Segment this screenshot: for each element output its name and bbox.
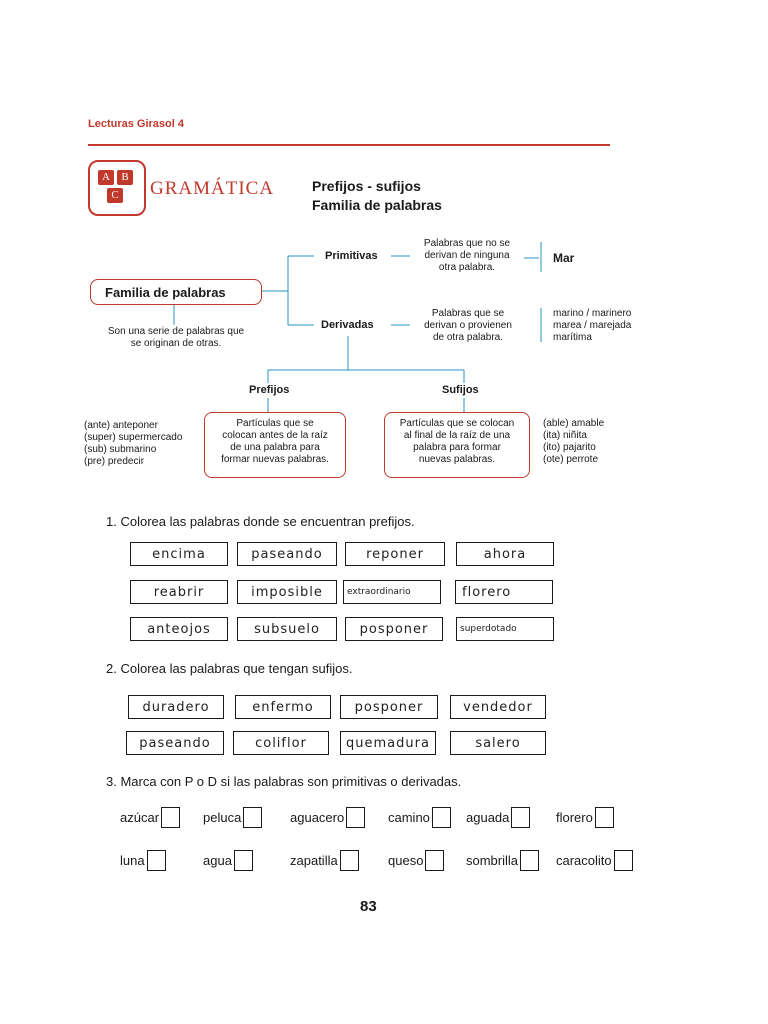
pd-item: sombrilla [466, 850, 539, 871]
book-title: Lecturas Girasol 4 [88, 118, 184, 130]
pd-item: azúcar [120, 807, 180, 828]
ex2-word[interactable]: salero [450, 731, 546, 755]
ex2-word[interactable]: posponer [340, 695, 438, 719]
primitivas-label: Primitivas [325, 250, 378, 262]
exercise1-prompt: 1. Colorea las palabras donde se encuentran prefijos. [106, 514, 415, 529]
ex1-word[interactable]: imposible [237, 580, 337, 604]
ex1-word[interactable]: extraordinario [343, 580, 441, 604]
ex2-word[interactable]: duradero [128, 695, 224, 719]
exercise3-prompt: 3. Marca con P o D si las palabras son primitivas o derivadas. [106, 774, 462, 789]
derivadas-examples: marino / marinero marea / marejada marítima [553, 308, 632, 343]
pd-checkbox[interactable] [147, 850, 166, 871]
pd-item: luna [120, 850, 166, 871]
pd-checkbox[interactable] [520, 850, 539, 871]
ex1-word[interactable]: anteojos [130, 617, 228, 641]
pd-item: queso [388, 850, 444, 871]
ex1-word[interactable]: subsuelo [237, 617, 337, 641]
ex1-word[interactable]: reponer [345, 542, 445, 566]
pd-checkbox[interactable] [432, 807, 451, 828]
pd-checkbox[interactable] [340, 850, 359, 871]
pd-item: camino [388, 807, 451, 828]
pd-item: agua [203, 850, 253, 871]
pd-checkbox[interactable] [161, 807, 180, 828]
page-number: 83 [360, 898, 377, 915]
pd-item: zapatilla [290, 850, 359, 871]
root-description: Son una serie de palabras que se originan de otras. [107, 326, 245, 349]
exercise2-prompt: 2. Colorea las palabras que tengan sufijos. [106, 661, 353, 676]
pd-checkbox[interactable] [425, 850, 444, 871]
primitivas-description: Palabras que no se derivan de ninguna otra palabra. [423, 238, 511, 273]
pd-item: aguada [466, 807, 530, 828]
sufijos-label: Sufijos [442, 384, 479, 396]
logo-tile-b: B [117, 170, 133, 185]
ex2-word[interactable]: vendedor [450, 695, 546, 719]
ex2-word[interactable]: quemadura [340, 731, 436, 755]
ex1-word[interactable]: superdotado [456, 617, 554, 641]
ex1-word[interactable]: encima [130, 542, 228, 566]
pd-checkbox[interactable] [614, 850, 633, 871]
primitivas-example: Mar [553, 251, 575, 265]
pd-item: aguacero [290, 807, 365, 828]
derivadas-description: Palabras que se derivan o provienen de otra palabra. [424, 308, 512, 343]
ex1-word[interactable]: paseando [237, 542, 337, 566]
prefijos-box: Partículas que se colocan antes de la raíz de una palabra para formar nuevas palabras. [204, 412, 346, 478]
root-node: Familia de palabras [90, 279, 262, 305]
prefijos-examples: (ante) anteponer (super) supermercado (sub) submarino (pre) predecir [84, 420, 183, 467]
ex2-word[interactable]: coliflor [233, 731, 329, 755]
pd-checkbox[interactable] [234, 850, 253, 871]
section-label: GRAMÁTICA [150, 178, 275, 199]
pd-checkbox[interactable] [595, 807, 614, 828]
pd-item: caracolito [556, 850, 633, 871]
logo-tile-a: A [98, 170, 114, 185]
ex2-word[interactable]: enfermo [235, 695, 331, 719]
ex2-word[interactable]: paseando [126, 731, 224, 755]
ex1-word[interactable]: florero [455, 580, 553, 604]
topic-title-line1: Prefijos - sufijos [312, 178, 421, 194]
derivadas-label: Derivadas [321, 319, 374, 331]
logo-tile-c: C [107, 188, 123, 203]
sufijos-box: Partículas que se colocan al final de la raíz de una palabra para formar nuevas palabras. [384, 412, 530, 478]
ex1-word[interactable]: posponer [345, 617, 443, 641]
pd-item: peluca [203, 807, 262, 828]
ex1-word[interactable]: ahora [456, 542, 554, 566]
pd-checkbox[interactable] [346, 807, 365, 828]
ex1-word[interactable]: reabrir [130, 580, 228, 604]
pd-checkbox[interactable] [243, 807, 262, 828]
topic-title-line2: Familia de palabras [312, 197, 442, 213]
sufijos-examples: (able) amable (ita) niñita (ito) pajarito (ote) perrote [543, 418, 605, 465]
prefijos-label: Prefijos [249, 384, 290, 396]
pd-item: florero [556, 807, 614, 828]
pd-checkbox[interactable] [511, 807, 530, 828]
